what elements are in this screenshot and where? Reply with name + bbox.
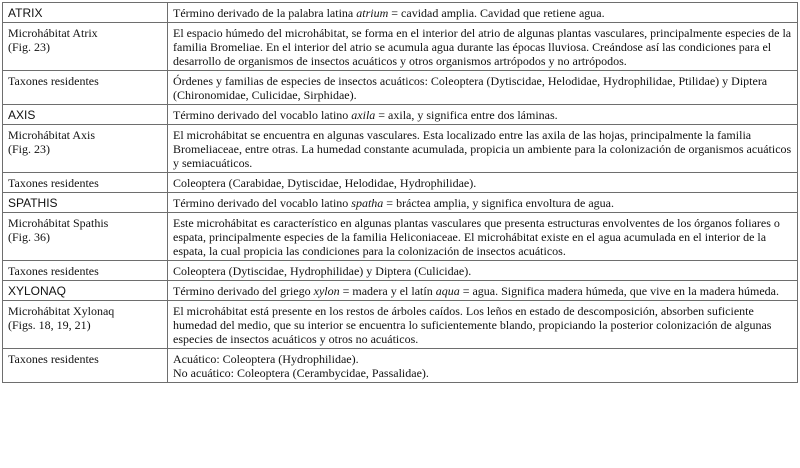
latin-term: atrium bbox=[356, 6, 389, 20]
row-label: XYLONAQ bbox=[8, 284, 67, 298]
table-row-taxa bbox=[3, 71, 798, 105]
table-row-microhabitat bbox=[3, 301, 798, 349]
figure-reference: (Figs. 18, 19, 21) bbox=[8, 318, 91, 332]
row-label: Microhábitat Spathis bbox=[8, 216, 109, 230]
microhabitat-glossary-table bbox=[2, 2, 798, 383]
description-text: = cavidad amplia. Cavidad que retiene agua. bbox=[388, 6, 605, 20]
description-text: = axila, y significa entre dos láminas. bbox=[375, 108, 558, 122]
table-row-taxa bbox=[3, 261, 798, 281]
latin-term: xylon bbox=[313, 284, 340, 298]
row-description-cell bbox=[168, 23, 798, 71]
row-label-cell bbox=[3, 301, 168, 349]
row-label-cell bbox=[3, 125, 168, 173]
description-text: Término derivado del vocablo latino bbox=[173, 196, 352, 210]
figure-reference: (Fig. 23) bbox=[8, 142, 50, 156]
description-text: Término derivado del griego bbox=[173, 284, 314, 298]
row-label-cell bbox=[3, 349, 168, 383]
description-text: Término derivado del vocablo latino bbox=[173, 108, 352, 122]
description-text: = madera y el latín bbox=[339, 284, 436, 298]
description-text: = agua. Significa madera húmeda, que vive en la madera húmeda. bbox=[459, 284, 780, 298]
description-text: Coleoptera (Carabidae, Dytiscidae, Helodidae, Hydrophilidae). bbox=[173, 176, 477, 190]
row-label: Taxones residentes bbox=[8, 74, 99, 88]
table-body bbox=[3, 3, 798, 383]
row-description-cell bbox=[168, 281, 798, 301]
table-row-microhabitat bbox=[3, 23, 798, 71]
latin-term: aqua bbox=[435, 284, 460, 298]
row-description-cell bbox=[168, 301, 798, 349]
row-label-cell bbox=[3, 105, 168, 125]
taxa-line: No acuático: Coleoptera (Cerambycidae, Passalidae). bbox=[173, 366, 429, 380]
latin-term: spatha bbox=[351, 196, 384, 210]
row-label-cell bbox=[3, 71, 168, 105]
row-label-cell bbox=[3, 213, 168, 261]
description-text: Este microhábitat es característico en algunas plantas vasculares que presenta estructuras envolventes de los órganos foliares o espata, principalmente especies de la familia Heliconiaceae. El microhábitat existe en el agua acumulada en el interior de la espata, la cual propicia las condiciones para la colonización de insectos acuáticos. bbox=[173, 216, 780, 258]
row-description-cell bbox=[168, 3, 798, 23]
row-label-cell bbox=[3, 3, 168, 23]
description-text: El microhábitat se encuentra en algunas vasculares. Esta localizado entre las axila de las hojas, principalmente la familia Bromeliaceae, entre otras. La humedad constante acumulada, propicia un ambiente para la colonización de organismos acuáticos y semiacuáticos. bbox=[173, 128, 792, 170]
row-description-cell bbox=[168, 261, 798, 281]
taxa-line: Acuático: Coleoptera (Hydrophilidae). bbox=[173, 352, 359, 366]
row-description-cell bbox=[168, 105, 798, 125]
table-row-term bbox=[3, 105, 798, 125]
row-description-cell bbox=[168, 173, 798, 193]
description-text: Coleoptera (Dytiscidae, Hydrophilidae) y Diptera (Culicidae). bbox=[173, 264, 472, 278]
table-row-taxa bbox=[3, 173, 798, 193]
table-row-microhabitat bbox=[3, 125, 798, 173]
table-row-term bbox=[3, 193, 798, 213]
table-row-term bbox=[3, 281, 798, 301]
row-description-cell bbox=[168, 349, 798, 383]
table-row-microhabitat bbox=[3, 213, 798, 261]
row-description-cell bbox=[168, 193, 798, 213]
description-text: Órdenes y familias de especies de insectos acuáticos: Coleoptera (Dytiscidae, Helodidae, Hydrophilidae, Ptilidae) y Diptera (Chironomidae, Culicidae, Sirphidae). bbox=[173, 74, 768, 102]
row-label: Microhábitat Axis bbox=[8, 128, 95, 142]
row-label: ATRIX bbox=[8, 6, 43, 20]
description-text: El microhábitat está presente en los restos de árboles caídos. Los leños en estado de descomposición, absorben suficiente humedad del medio, que su interior se encuentra lo suficientemente blando, propiciando la posterior colonización de algunas especies de insectos acuáticos y otros no acuáticos. bbox=[173, 304, 772, 346]
row-label: Microhábitat Atrix bbox=[8, 26, 98, 40]
figure-reference: (Fig. 23) bbox=[8, 40, 50, 54]
row-label: AXIS bbox=[8, 108, 36, 122]
row-label: Taxones residentes bbox=[8, 352, 99, 366]
row-description-cell bbox=[168, 213, 798, 261]
row-label-cell bbox=[3, 173, 168, 193]
description-text: El espacio húmedo del microhábitat, se forma en el interior del atrio de algunas plantas vasculares, principalmente especies de la familia Bromeliae. En el interior del atrio se acumula agua durante las épocas lluviosa. Creándose así las condiciones para el desarrollo de organismos de insectos acuáticos y otros organismos artrópodos y no artrópodos. bbox=[173, 26, 792, 68]
description-text: Término derivado de la palabra latina bbox=[173, 6, 357, 20]
table-row-term bbox=[3, 3, 798, 23]
figure-reference: (Fig. 36) bbox=[8, 230, 50, 244]
row-label: SPATHIS bbox=[8, 196, 58, 210]
row-label-cell bbox=[3, 193, 168, 213]
row-description-cell bbox=[168, 71, 798, 105]
description-text: = bráctea amplia, y significa envoltura de agua. bbox=[383, 196, 614, 210]
row-label: Taxones residentes bbox=[8, 176, 99, 190]
row-label-cell bbox=[3, 23, 168, 71]
row-label-cell bbox=[3, 261, 168, 281]
row-description-cell bbox=[168, 125, 798, 173]
row-label: Microhábitat Xylonaq bbox=[8, 304, 115, 318]
table-row-taxa bbox=[3, 349, 798, 383]
latin-term: axila bbox=[351, 108, 376, 122]
row-label-cell bbox=[3, 281, 168, 301]
row-label: Taxones residentes bbox=[8, 264, 99, 278]
